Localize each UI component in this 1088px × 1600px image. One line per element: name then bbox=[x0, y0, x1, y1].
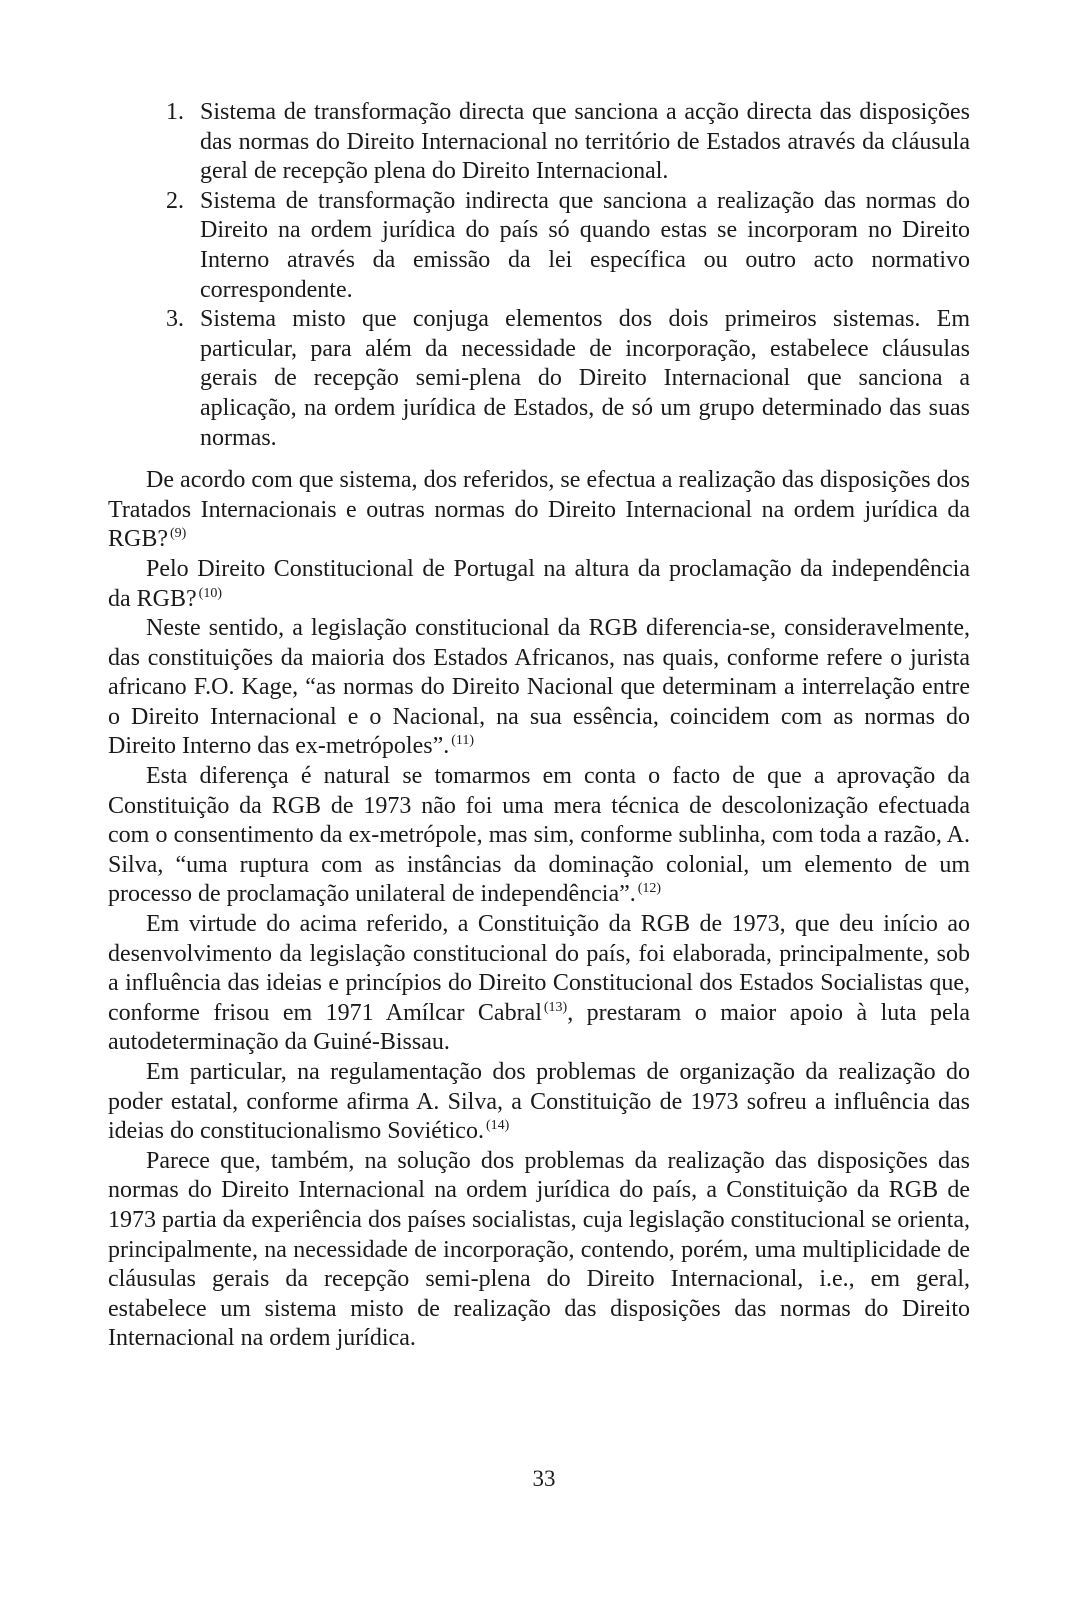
footnote-reference: (14) bbox=[485, 1118, 510, 1134]
paragraph-text: Esta diferença é natural se tomarmos em conta o facto de que a aprovação da Constituição da RGB de 1973 não foi uma mera técnica de descolonização efectuada com o consentimento da ex-metrópole, mas sim, conforme sublinha, com toda a razão, A. Silva, “uma ruptura com as instâncias da dominação colonial, um elemento de um processo de proclamação unilateral de independência”. bbox=[108, 763, 970, 908]
paragraph-text: Em particular, na regulamentação dos problemas de organização da realização do poder estatal, conforme afirma A. Silva, a Constituição de 1973 sofreu a influência das ideias do constitucionalismo Soviético. bbox=[108, 1059, 970, 1145]
systems-list bbox=[108, 98, 970, 453]
paragraph bbox=[108, 762, 970, 910]
footnote-reference: (13) bbox=[543, 999, 568, 1015]
footnote-reference: (12) bbox=[637, 881, 662, 897]
paragraph-text-continued: , prestaram o maior apoio à luta pela autodeterminação da Guiné-Bissau. bbox=[108, 999, 970, 1056]
paragraph-text: Pelo Direito Constitucional de Portugal na altura da proclamação da independência da RGB? bbox=[108, 555, 970, 612]
page-body bbox=[108, 98, 970, 1354]
list-item bbox=[108, 187, 970, 305]
paragraph bbox=[108, 1058, 970, 1147]
body-text bbox=[108, 466, 970, 1354]
list-item bbox=[108, 305, 970, 453]
paragraph-text: Em virtude do acima referido, a Constituição da RGB de 1973, que deu início ao desenvolvimento da legislação constitucional do país, foi elaborada, principalmente, sob a influência das ideias e princípios do Direito Constitucional dos Estados Socialistas que, conforme frisou em 1971 Amílcar Cabral bbox=[108, 911, 970, 1026]
paragraph bbox=[108, 555, 970, 614]
paragraph-text: Parece que, também, na solução dos problemas da realização das disposições das normas do Direito Internacional na ordem jurídica do país, a Constituição da RGB de 1973 partia da experiência dos países socialistas, cuja legislação constitucional se orienta, principalmente, na necessidade de incorporação, contendo, porém, uma multiplicidade de cláusulas gerais da recepção semi-plena do Direito Internacional, i.e., em geral, estabelece um sistema misto de realização das disposições das normas do Direito Internacional na ordem jurídica. bbox=[108, 1147, 970, 1352]
paragraph bbox=[108, 614, 970, 762]
list-item-text: Sistema misto que conjuga elementos dos dois primeiros sistemas. Em particular, para além da necessidade de incorporação, estabelece cláusulas gerais de recepção semi-plena do Direito Internacional que sanciona a aplicação, na ordem jurídica de Estados, de só um grupo determinado das suas normas. bbox=[200, 306, 970, 451]
list-item bbox=[108, 98, 970, 187]
page-number: 33 bbox=[532, 1466, 556, 1491]
list-item-text: Sistema de transformação indirecta que sanciona a realização das normas do Direito na ordem jurídica do país só quando estas se incorporam no Direito Interno através da emissão da lei específica ou outro acto normativo correspondente. bbox=[200, 187, 970, 303]
footnote-reference: (11) bbox=[451, 733, 475, 749]
list-item-number: 3. bbox=[166, 306, 184, 333]
paragraph bbox=[108, 910, 970, 1058]
paragraph bbox=[108, 466, 970, 555]
footnote-reference: (10) bbox=[198, 585, 222, 601]
list-item-number: 2. bbox=[166, 187, 184, 214]
paragraph-text: Neste sentido, a legislação constitucional da RGB diferencia-se, consideravelmente, das constituições da maioria dos Estados Africanos, nas quais, conforme refere o jurista africano F.O. Kage, “as normas do Direito Nacional que determinam a interrelação entre o Direito Internacional e o Nacional, na sua essência, coincidem com as normas do Direito Interno das ex-metrópoles”. bbox=[108, 615, 970, 760]
footnote-reference: (9) bbox=[170, 526, 187, 542]
list-item-text: Sistema de transformação directa que sanciona a acção directa das disposições das normas do Direito Internacional no território de Estados através da cláusula geral de recepção plena do Direito Internacional. bbox=[200, 99, 970, 185]
paragraph bbox=[108, 1147, 970, 1354]
paragraph-text: De acordo com que sistema, dos referidos, se efectua a realização das disposições dos Tratados Internacionais e outras normas do Direito Internacional na ordem jurídica da RGB? bbox=[108, 467, 970, 553]
list-item-number: 1. bbox=[166, 99, 184, 125]
